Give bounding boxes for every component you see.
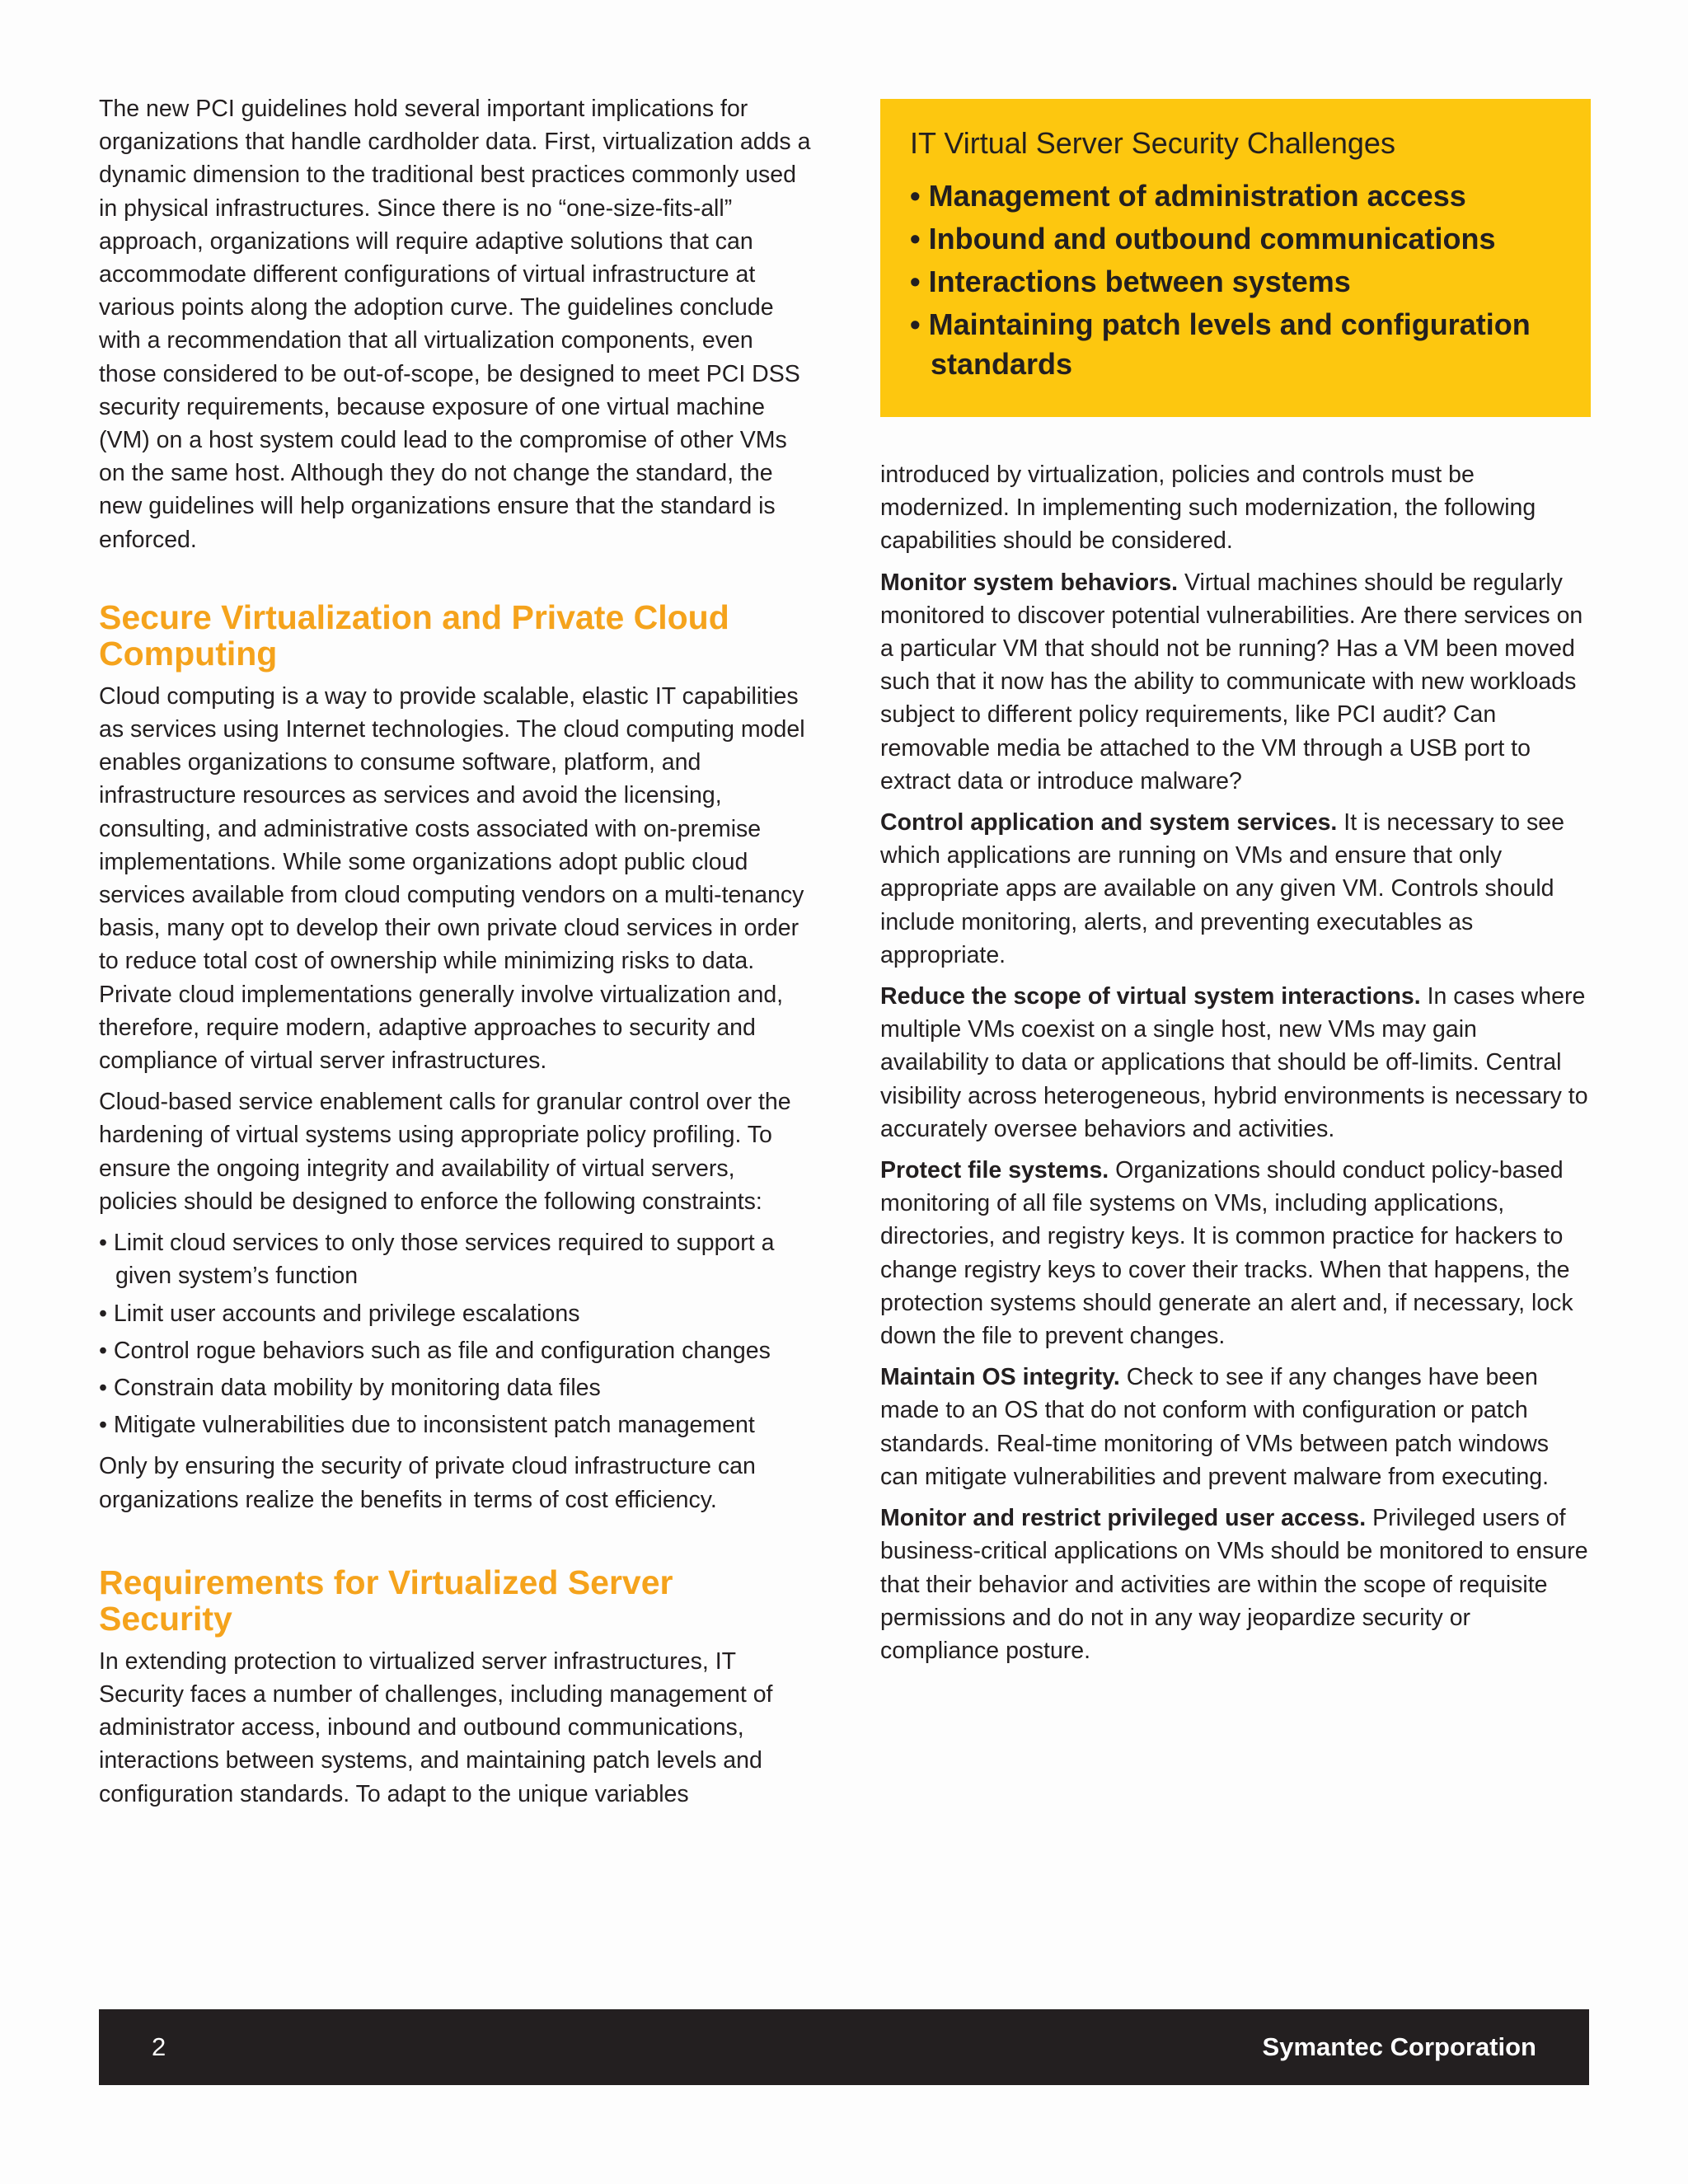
capability-paragraph [880,980,1591,1146]
list-item: • Limit user accounts and privilege escalations [99,1297,812,1330]
list-item: • Control rogue behaviors such as file and configuration changes [99,1334,812,1367]
list-item: • Constrain data mobility by monitoring data files [99,1371,812,1404]
capability-text: Virtual machines should be regularly monitored to discover potential vulnerabilities. Are there services on a particular VM that should not be running? Has a VM been moved such that it now has the ability to communicate with new workloads subject to different policy requirements, like PCI audit? Can removable media be attached to the VM through a USB port to extract data or introduce malware? [880,569,1583,794]
capability-text: It is necessary to see which applications are running on VMs and ensure that only appropriate apps are available on any given VM. Controls should include monitoring, alerts, and preventing executables as appropriate. [880,809,1564,968]
capability-paragraph [880,566,1591,798]
capability-lead: Monitor and restrict privileged user access. [880,1505,1367,1532]
section-heading-secure-virtualization: Secure Virtualization and Private Cloud Computing [99,598,729,673]
capability-lead: Control application and system services. [880,809,1338,837]
footer-bar [99,2009,1589,2085]
list-item: • Limit cloud services to only those services required to support a given system’s function [99,1226,812,1292]
capability-paragraph [880,806,1591,972]
capability-text: In cases where multiple VMs coexist on a single host, new VMs may gain availability to data or applications that should be off-limits. Central visibility across heterogeneous, hybrid environments is necessary to accurately oversee behaviors and activities. [880,983,1588,1142]
section2-paragraph-1: In extending protection to virtualized server infrastructures, IT Security faces a number of challenges, including management of administrator access, inbound and outbound communications, interactions between systems, and maintaining patch levels and configuration standards. To adapt to the unique variables [99,1647,773,1807]
callout-item: • Interactions between systems [910,262,1561,302]
callout-box [880,99,1591,417]
intro-paragraph: The new PCI guidelines hold several important implications for organizations that handle cardholder data. First, virtualization adds a dynamic dimension to the traditional best practices commonly used in physical infrastructures. Since there is no “one-size-fits-all” approach, organizations will require adaptive solutions that can accommodate different configurations of virtual infrastructure at various points along the adoption curve. The guidelines conclude with a recommendation that all virtualization components, even those considered to be out-of-scope, be designed to meet PCI DSS security requirements, because exposure of one virtual machine (VM) on a host system could lead to the compromise of other VMs on the same host. Although they do not change the standard, the new guidelines will help organizations ensure that the standard is enforced. [99,96,811,553]
capability-text: Privileged users of business-critical applications on VMs should be monitored to ensure that their behavior and activities are within the scope of requisite permissions and do not in any way jeopardize security or compliance posture. [880,1505,1588,1664]
left-column [99,92,812,1819]
capability-text: Organizations should conduct policy-based monitoring of all file systems on VMs, including applications, directories, and registry keys. It is common practice for hackers to change registry keys to cover their tracks. When that happens, the protection systems should generate an alert and, if necessary, lock down the file to prevent changes. [880,1157,1573,1350]
capability-lead: Maintain OS integrity. [880,1364,1120,1391]
callout-item: • Management of administration access [910,176,1561,216]
section1-paragraph-1: Cloud computing is a way to provide scalable, elastic IT capabilities as services using Internet technologies. The cloud computing model enables organizations to consume software, platform, and infrastructure resources as services and avoid the licensing, consulting, and administrative costs associated with on-premise implementations. While some organizations adopt public cloud services available from cloud computing vendors on a multi-tenancy basis, many opt to develop their own private cloud services in order to reduce total cost of ownership while minimizing risks to data. Private cloud implementations generally involve virtualization and, therefore, require modern, adaptive approaches to security and compliance of virtual server infrastructures. [99,682,805,1075]
list-item: • Mitigate vulnerabilities due to inconsistent patch management [99,1408,812,1441]
continuation-paragraph: introduced by virtualization, policies and controls must be modernized. In implementing such modernization, the following capabilities should be considered. [880,462,1536,555]
callout-list [910,176,1561,384]
callout-item: • Inbound and outbound communications [910,219,1561,259]
right-column [880,99,1591,1675]
company-name: Symantec Corporation [1262,2032,1536,2061]
section1-paragraph-2: Cloud-based service enablement calls for granular control over the hardening of virtual systems using appropriate policy profiling. To ensure the ongoing integrity and availability of virtual servers, policies should be designed to enforce the following constraints: [99,1089,791,1215]
capability-lead: Monitor system behaviors. [880,569,1179,596]
capability-lead: Reduce the scope of virtual system interactions. [880,983,1421,1010]
capability-paragraph [880,1502,1591,1667]
capability-text: Check to see if any changes have been made to an OS that do not conform with configuration or patch standards. Real-time monitoring of VMs between patch windows can mitigate vulnerabilities and prevent malware from executing. [880,1364,1550,1490]
callout-item: • Maintaining patch levels and configuration standards [910,305,1561,384]
section1-paragraph-3: Only by ensuring the security of private cloud infrastructure can organizations realize the benefits in terms of cost efficiency. [99,1453,756,1513]
constraints-list [99,1226,812,1441]
capability-paragraph [880,1154,1591,1352]
section-heading-requirements: Requirements for Virtualized Server Security [99,1563,673,1638]
page-number: 2 [152,2032,166,2061]
capability-paragraph [880,1361,1591,1493]
capability-lead: Protect file systems. [880,1157,1109,1184]
callout-title: IT Virtual Server Security Challenges [910,126,1395,160]
